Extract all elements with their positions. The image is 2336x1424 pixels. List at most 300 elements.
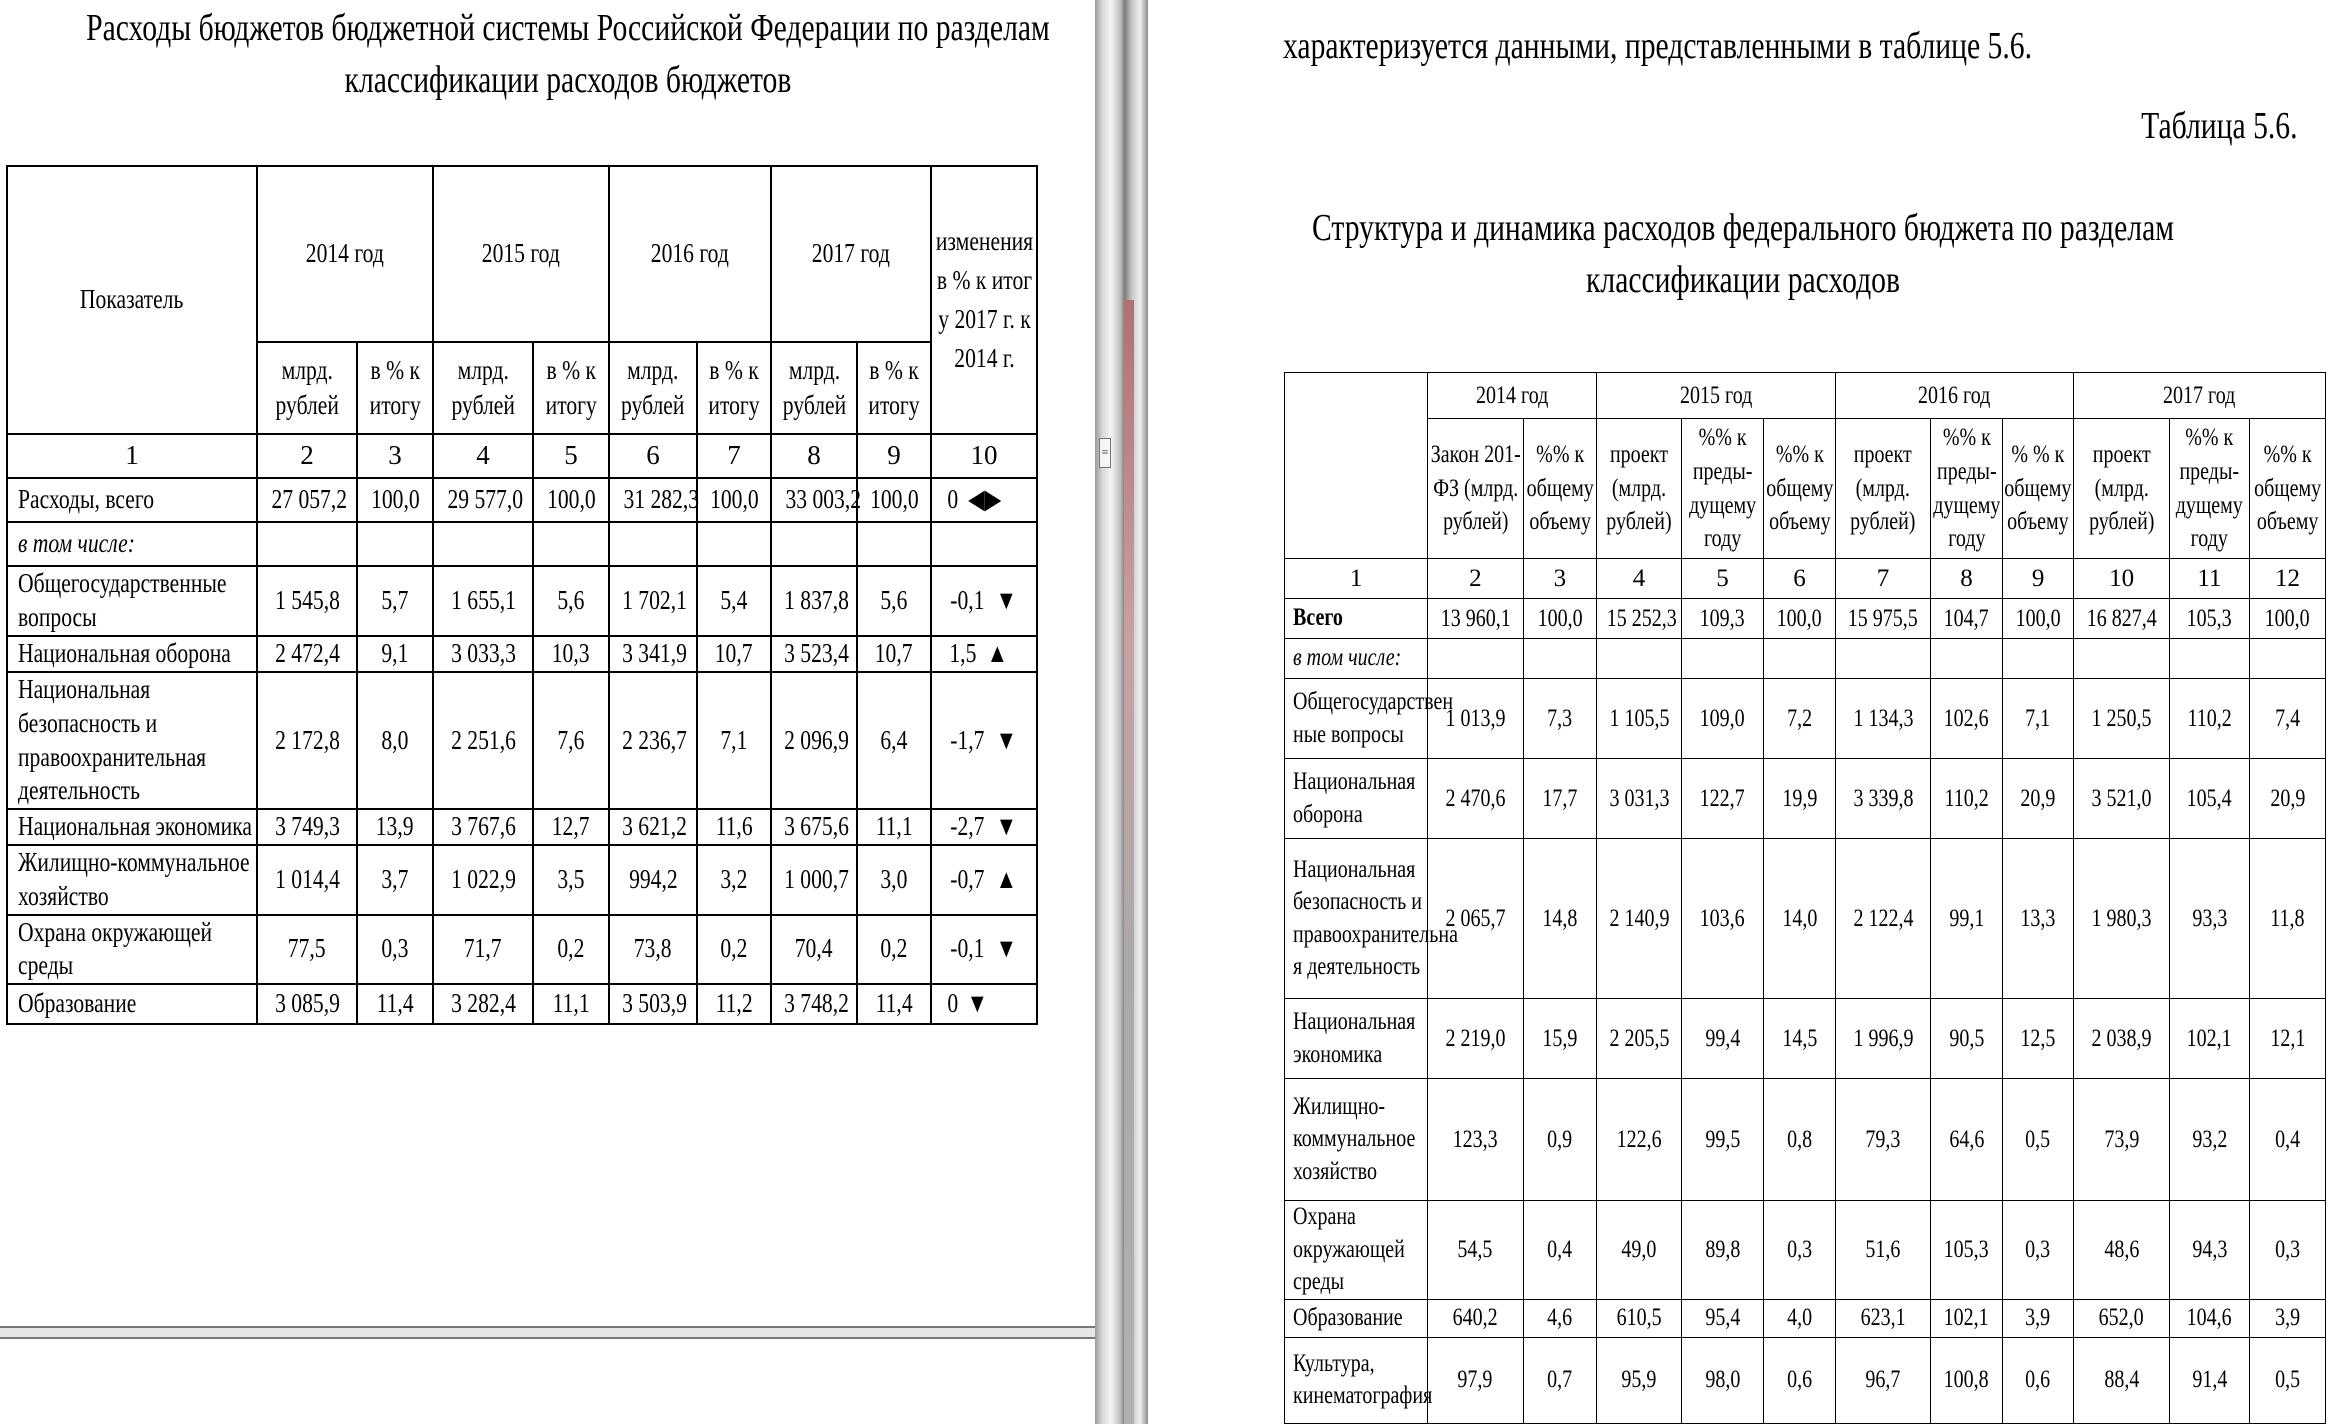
column-number: 1 bbox=[1285, 559, 1428, 599]
table-cell: 994,2 bbox=[609, 845, 697, 915]
arrow-up-icon: ▲ bbox=[995, 863, 1017, 894]
header-subcolumn: %% к преды-дущему году bbox=[1931, 419, 2003, 559]
table-row bbox=[7, 636, 1037, 672]
table-cell: 71,7 bbox=[433, 915, 533, 985]
table-row bbox=[1285, 599, 2326, 639]
arrow-down-icon: ▼ bbox=[995, 933, 1017, 964]
table-row bbox=[1285, 759, 2326, 839]
table-cell bbox=[533, 522, 609, 566]
left-expenses-table bbox=[6, 165, 1038, 1025]
table-cell: 3 748,2 bbox=[771, 984, 857, 1024]
table-cell: 652,0 bbox=[2074, 1299, 2169, 1337]
header-share: в % к итогу bbox=[697, 342, 771, 434]
table-cell: 11,6 bbox=[697, 809, 771, 845]
table-cell: 20,9 bbox=[2250, 759, 2326, 839]
table-cell: 93,2 bbox=[2169, 1079, 2249, 1201]
table-cell: 3,9 bbox=[2250, 1299, 2326, 1337]
column-number: 12 bbox=[2250, 559, 2326, 599]
table-number-label: Таблица 5.6. bbox=[2141, 105, 2298, 147]
right-document-title bbox=[1263, 202, 2222, 306]
table-cell: 1 014,4 bbox=[257, 845, 357, 915]
table-cell: 623,1 bbox=[1835, 1299, 1930, 1337]
table-cell: 123,3 bbox=[1428, 1079, 1523, 1201]
column-number: 9 bbox=[2002, 559, 2074, 599]
table-cell bbox=[2002, 639, 2074, 679]
header-subcolumn: проект (млрд. рублей) bbox=[1835, 419, 1930, 559]
header-amount: млрд. рублей bbox=[257, 342, 357, 434]
table-cell: 103,6 bbox=[1681, 839, 1763, 999]
table-cell: 2 236,7 bbox=[609, 672, 697, 809]
table-cell: 2 065,7 bbox=[1428, 839, 1523, 999]
table-cell: 122,6 bbox=[1597, 1079, 1682, 1201]
table-cell: 105,3 bbox=[1931, 1201, 2003, 1300]
table-cell: 73,8 bbox=[609, 915, 697, 985]
table-cell: 3 523,4 bbox=[771, 636, 857, 672]
table-cell: 96,7 bbox=[1835, 1337, 1930, 1423]
table-row bbox=[7, 809, 1037, 845]
table-cell: 2 038,9 bbox=[2074, 999, 2169, 1079]
table-cell: 1 996,9 bbox=[1835, 999, 1930, 1079]
row-label: Жилищно-коммунальное хозяйство bbox=[7, 845, 257, 915]
table-row bbox=[1285, 999, 2326, 1079]
left-title-text: Расходы бюджетов бюджетной системы Российской Федерации по разделам классификации расходов бюджетов bbox=[86, 7, 1050, 101]
table-cell: 2 251,6 bbox=[433, 672, 533, 809]
table-cell: 0,4 bbox=[2250, 1079, 2326, 1201]
table-cell: 70,4 bbox=[771, 915, 857, 985]
row-label: Национальная оборона bbox=[7, 636, 257, 672]
table-cell: 1 702,1 bbox=[609, 566, 697, 636]
header-subcolumn: Закон 201-ФЗ (млрд. рублей) bbox=[1428, 419, 1523, 559]
table-row bbox=[7, 566, 1037, 636]
change-cell bbox=[931, 478, 1037, 522]
column-number: 5 bbox=[533, 434, 609, 478]
r-header-year-2014: 2014 год bbox=[1428, 373, 1597, 419]
table-cell: 1 022,9 bbox=[433, 845, 533, 915]
table-cell: 109,0 bbox=[1681, 679, 1763, 759]
table-cell: 2 470,6 bbox=[1428, 759, 1523, 839]
table-cell: 104,6 bbox=[2169, 1299, 2249, 1337]
table-cell: 5,6 bbox=[533, 566, 609, 636]
table-cell: 91,4 bbox=[2169, 1337, 2249, 1423]
table-cell: 49,0 bbox=[1597, 1201, 1682, 1300]
header-year-2017: 2017 год bbox=[771, 166, 931, 342]
table-cell: 95,4 bbox=[1681, 1299, 1763, 1337]
change-value: 1,5 bbox=[949, 638, 977, 669]
table-cell: 0,3 bbox=[2002, 1201, 2074, 1300]
table-cell bbox=[433, 522, 533, 566]
table-cell: 0,5 bbox=[2250, 1337, 2326, 1423]
table-cell: 11,8 bbox=[2250, 839, 2326, 999]
table-cell: 99,1 bbox=[1931, 839, 2003, 999]
header-subcolumn: %% к общему объему bbox=[1523, 419, 1597, 559]
table-row bbox=[1285, 639, 2326, 679]
table-cell: 51,6 bbox=[1835, 1201, 1930, 1300]
table-cell: 54,5 bbox=[1428, 1201, 1523, 1300]
change-value: -0,1 bbox=[950, 585, 985, 616]
table-cell: 102,1 bbox=[2169, 999, 2249, 1079]
header-amount: млрд. рублей bbox=[433, 342, 533, 434]
table-cell: 98,0 bbox=[1681, 1337, 1763, 1423]
table-row bbox=[1285, 1201, 2326, 1300]
table-cell: 0,3 bbox=[1764, 1201, 1836, 1300]
header-subcolumn: %% к общему объему bbox=[2250, 419, 2326, 559]
column-number: 5 bbox=[1681, 559, 1763, 599]
table-cell: 7,3 bbox=[1523, 679, 1597, 759]
column-number: 8 bbox=[771, 434, 857, 478]
table-cell: 13,3 bbox=[2002, 839, 2074, 999]
table-cell bbox=[2169, 639, 2249, 679]
change-value: -0,1 bbox=[950, 933, 985, 964]
table-cell bbox=[609, 522, 697, 566]
table-cell: 7,6 bbox=[533, 672, 609, 809]
table-cell: 2 140,9 bbox=[1597, 839, 1682, 999]
table-cell bbox=[1428, 639, 1523, 679]
table-cell: 20,9 bbox=[2002, 759, 2074, 839]
r-header-year-2015: 2015 год bbox=[1597, 373, 1836, 419]
table-row bbox=[7, 478, 1037, 522]
header-amount: млрд. рублей bbox=[771, 342, 857, 434]
table-cell bbox=[1597, 639, 1682, 679]
table-cell: 1 980,3 bbox=[2074, 839, 2169, 999]
table-cell: 94,3 bbox=[2169, 1201, 2249, 1300]
table-cell bbox=[257, 522, 357, 566]
table-row bbox=[7, 915, 1037, 985]
column-number: 10 bbox=[931, 434, 1037, 478]
table-cell: 640,2 bbox=[1428, 1299, 1523, 1337]
table-cell: 1 105,5 bbox=[1597, 679, 1682, 759]
right-federal-budget-table bbox=[1284, 372, 2326, 1424]
column-number: 3 bbox=[357, 434, 433, 478]
row-label: в том числе: bbox=[7, 522, 257, 566]
column-number: 9 bbox=[857, 434, 931, 478]
table-cell bbox=[1931, 639, 2003, 679]
header-subcolumn: % % к общему объему bbox=[2002, 419, 2074, 559]
pane-splitter[interactable] bbox=[1095, 0, 1148, 1424]
table-cell: 0,6 bbox=[2002, 1337, 2074, 1423]
horizontal-scrollbar[interactable] bbox=[0, 1326, 1095, 1339]
table-cell: 1 134,3 bbox=[1835, 679, 1930, 759]
table-cell: 105,4 bbox=[2169, 759, 2249, 839]
table-cell: 102,6 bbox=[1931, 679, 2003, 759]
row-label: Национальная экономика bbox=[7, 809, 257, 845]
table-cell: 2 219,0 bbox=[1428, 999, 1523, 1079]
table-cell bbox=[1764, 639, 1836, 679]
table-cell: 3,0 bbox=[857, 845, 931, 915]
table-cell: 11,4 bbox=[857, 984, 931, 1024]
table-row bbox=[7, 845, 1037, 915]
row-label: Охрана окружающей среды bbox=[7, 915, 257, 985]
table-cell: 15 252,3 bbox=[1597, 599, 1682, 639]
table-cell: 12,5 bbox=[2002, 999, 2074, 1079]
splitter-grip-icon[interactable]: ≡ bbox=[1099, 438, 1111, 468]
right-intro-text: характеризуется данными, представленными в таблице 5.6. bbox=[1283, 25, 2032, 67]
column-number: 2 bbox=[257, 434, 357, 478]
header-subcolumn: проект (млрд. рублей) bbox=[1597, 419, 1682, 559]
header-subcolumn: проект (млрд. рублей) bbox=[2074, 419, 2169, 559]
change-value: -0,7 bbox=[950, 863, 985, 894]
table-cell: 15,9 bbox=[1523, 999, 1597, 1079]
column-number: 3 bbox=[1523, 559, 1597, 599]
table-cell: 0,2 bbox=[533, 915, 609, 985]
vertical-scrollbar-track[interactable] bbox=[1124, 300, 1134, 1424]
table-row bbox=[1285, 839, 2326, 999]
change-value: 0 bbox=[947, 484, 959, 515]
table-cell: 1 545,8 bbox=[257, 566, 357, 636]
column-number: 6 bbox=[609, 434, 697, 478]
header-share: в % к итогу bbox=[533, 342, 609, 434]
table-cell: 7,2 bbox=[1764, 679, 1836, 759]
table-cell: 100,0 bbox=[2250, 599, 2326, 639]
table-cell: 64,6 bbox=[1931, 1079, 2003, 1201]
table-cell: 12,7 bbox=[533, 809, 609, 845]
table-cell bbox=[357, 522, 433, 566]
table-cell: 105,3 bbox=[2169, 599, 2249, 639]
table-cell: 31 282,3 bbox=[609, 478, 697, 522]
table-cell: 29 577,0 bbox=[433, 478, 533, 522]
table-cell: 10,7 bbox=[697, 636, 771, 672]
table-cell: 100,0 bbox=[1523, 599, 1597, 639]
row-label: Образование bbox=[1285, 1299, 1428, 1337]
table-row bbox=[1285, 679, 2326, 759]
row-label: Жилищно-коммунальное хозяйство bbox=[1285, 1079, 1428, 1201]
table-cell: 10,7 bbox=[857, 636, 931, 672]
row-label: Национальная экономика bbox=[1285, 999, 1428, 1079]
column-number: 7 bbox=[1835, 559, 1930, 599]
arrow-down-icon: ▼ bbox=[966, 988, 988, 1019]
left-document-title bbox=[65, 2, 1050, 106]
table-cell: 3,7 bbox=[357, 845, 433, 915]
row-label: Образование bbox=[7, 984, 257, 1024]
table-cell: 7,4 bbox=[2250, 679, 2326, 759]
table-cell: 33 003,2 bbox=[771, 478, 857, 522]
table-cell: 99,5 bbox=[1681, 1079, 1763, 1201]
table-cell bbox=[1523, 639, 1597, 679]
table-cell: 6,4 bbox=[857, 672, 931, 809]
table-row bbox=[7, 984, 1037, 1024]
right-title-text: Структура и динамика расходов федерального бюджета по разделам классификации расходов bbox=[1312, 207, 2174, 301]
table-cell: 2 122,4 bbox=[1835, 839, 1930, 999]
table-cell: 1 000,7 bbox=[771, 845, 857, 915]
table-cell: 1 013,9 bbox=[1428, 679, 1523, 759]
table-cell: 10,3 bbox=[533, 636, 609, 672]
table-cell: 610,5 bbox=[1597, 1299, 1682, 1337]
table-cell: 97,9 bbox=[1428, 1337, 1523, 1423]
table-row bbox=[7, 672, 1037, 809]
change-cell bbox=[931, 636, 1037, 672]
table-cell: 99,4 bbox=[1681, 999, 1763, 1079]
table-cell: 3 767,6 bbox=[433, 809, 533, 845]
table-cell: 0,3 bbox=[357, 915, 433, 985]
table-cell: 3,9 bbox=[2002, 1299, 2074, 1337]
table-row bbox=[1285, 1337, 2326, 1423]
table-cell: 100,8 bbox=[1931, 1337, 2003, 1423]
table-cell: 0,6 bbox=[1764, 1337, 1836, 1423]
table-cell: 27 057,2 bbox=[257, 478, 357, 522]
table-cell: 2 472,4 bbox=[257, 636, 357, 672]
change-value: 0 bbox=[947, 988, 959, 1019]
table-cell: 0,5 bbox=[2002, 1079, 2074, 1201]
table-cell: 89,8 bbox=[1681, 1201, 1763, 1300]
change-cell bbox=[931, 809, 1037, 845]
table-cell: 100,0 bbox=[697, 478, 771, 522]
change-cell bbox=[931, 845, 1037, 915]
arrow-down-icon: ▼ bbox=[995, 811, 1017, 842]
table-cell: 102,1 bbox=[1931, 1299, 2003, 1337]
table-cell: 9,1 bbox=[357, 636, 433, 672]
table-cell: 48,6 bbox=[2074, 1201, 2169, 1300]
column-number: 4 bbox=[433, 434, 533, 478]
table-cell: 109,3 bbox=[1681, 599, 1763, 639]
table-row bbox=[1285, 1079, 2326, 1201]
change-cell bbox=[931, 522, 1037, 566]
table-cell: 16 827,4 bbox=[2074, 599, 2169, 639]
table-cell: 14,8 bbox=[1523, 839, 1597, 999]
table-cell: 100,0 bbox=[533, 478, 609, 522]
arrow-up-icon: ▲ bbox=[986, 638, 1008, 669]
row-label: Национальная оборона bbox=[1285, 759, 1428, 839]
table-cell: 12,1 bbox=[2250, 999, 2326, 1079]
table-cell: 11,4 bbox=[357, 984, 433, 1024]
table-cell: 79,3 bbox=[1835, 1079, 1930, 1201]
column-number: 8 bbox=[1931, 559, 2003, 599]
header-subcolumn: %% к преды-дущему году bbox=[1681, 419, 1763, 559]
change-cell bbox=[931, 672, 1037, 809]
table-cell: 3 675,6 bbox=[771, 809, 857, 845]
table-cell: 5,4 bbox=[697, 566, 771, 636]
table-cell bbox=[771, 522, 857, 566]
table-cell: 17,7 bbox=[1523, 759, 1597, 839]
row-label: Охрана окружающей среды bbox=[1285, 1201, 1428, 1300]
table-cell: 14,5 bbox=[1764, 999, 1836, 1079]
table-cell: 100,0 bbox=[2002, 599, 2074, 639]
table-cell: 3 749,3 bbox=[257, 809, 357, 845]
table-cell bbox=[1835, 639, 1930, 679]
column-number: 6 bbox=[1764, 559, 1836, 599]
column-number: 11 bbox=[2169, 559, 2249, 599]
table-cell: 13 960,1 bbox=[1428, 599, 1523, 639]
table-cell: 2 205,5 bbox=[1597, 999, 1682, 1079]
header-share: в % к итогу bbox=[357, 342, 433, 434]
table-cell: 122,7 bbox=[1681, 759, 1763, 839]
right-document-pane bbox=[1148, 0, 2336, 1424]
row-label: Всего bbox=[1285, 599, 1428, 639]
table-cell: 100,0 bbox=[357, 478, 433, 522]
table-cell: 2 096,9 bbox=[771, 672, 857, 809]
table-cell: 3 031,3 bbox=[1597, 759, 1682, 839]
header-subcolumn: %% к преды-дущему году bbox=[2169, 419, 2249, 559]
column-number: 7 bbox=[697, 434, 771, 478]
table-cell: 13,9 bbox=[357, 809, 433, 845]
row-label: Национальная безопасность и правоохранительная деятельность bbox=[7, 672, 257, 809]
table-cell: 104,7 bbox=[1931, 599, 2003, 639]
table-row bbox=[1285, 1299, 2326, 1337]
column-number: 2 bbox=[1428, 559, 1523, 599]
table-cell: 2 172,8 bbox=[257, 672, 357, 809]
table-cell: 93,3 bbox=[2169, 839, 2249, 999]
column-number: 10 bbox=[2074, 559, 2169, 599]
table-cell: 3 341,9 bbox=[609, 636, 697, 672]
table-cell: 3,2 bbox=[697, 845, 771, 915]
change-cell bbox=[931, 984, 1037, 1024]
table-cell: 1 250,5 bbox=[2074, 679, 2169, 759]
table-cell: 0,4 bbox=[1523, 1201, 1597, 1300]
table-cell: 14,0 bbox=[1764, 839, 1836, 999]
header-year-2015: 2015 год bbox=[433, 166, 609, 342]
row-label: Расходы, всего bbox=[7, 478, 257, 522]
header-change: изменения в % к итогу 2017 г. к 2014 г. bbox=[931, 166, 1037, 434]
table-cell: 0,8 bbox=[1764, 1079, 1836, 1201]
table-cell: 3 085,9 bbox=[257, 984, 357, 1024]
table-cell: 11,1 bbox=[857, 809, 931, 845]
table-cell: 3 282,4 bbox=[433, 984, 533, 1024]
table-cell: 3 339,8 bbox=[1835, 759, 1930, 839]
left-document-pane bbox=[0, 0, 1095, 1424]
table-cell: 8,0 bbox=[357, 672, 433, 809]
header-year-2014: 2014 год bbox=[257, 166, 433, 342]
row-label: Общегосударствен ные вопросы bbox=[1285, 679, 1428, 759]
table-cell: 90,5 bbox=[1931, 999, 2003, 1079]
table-cell: 0,2 bbox=[857, 915, 931, 985]
table-cell: 100,0 bbox=[1764, 599, 1836, 639]
header-blank bbox=[1285, 373, 1428, 559]
column-number: 1 bbox=[7, 434, 257, 478]
table-cell: 1 655,1 bbox=[433, 566, 533, 636]
table-cell: 11,1 bbox=[533, 984, 609, 1024]
header-amount: млрд. рублей bbox=[609, 342, 697, 434]
table-cell: 73,9 bbox=[2074, 1079, 2169, 1201]
change-value: -2,7 bbox=[950, 811, 985, 842]
table-cell: 3 033,3 bbox=[433, 636, 533, 672]
row-label: Общегосударственные вопросы bbox=[7, 566, 257, 636]
table-row bbox=[7, 522, 1037, 566]
r-header-year-2017: 2017 год bbox=[2074, 373, 2326, 419]
column-number: 4 bbox=[1597, 559, 1682, 599]
table-cell: 5,7 bbox=[357, 566, 433, 636]
table-cell: 7,1 bbox=[697, 672, 771, 809]
r-header-year-2016: 2016 год bbox=[1835, 373, 2074, 419]
table-cell: 110,2 bbox=[1931, 759, 2003, 839]
table-cell: 95,9 bbox=[1597, 1337, 1682, 1423]
change-cell bbox=[931, 566, 1037, 636]
table-cell bbox=[857, 522, 931, 566]
arrow-down-icon: ▼ bbox=[995, 724, 1017, 755]
row-label: Культура, кинематография bbox=[1285, 1337, 1428, 1423]
table-cell bbox=[697, 522, 771, 566]
table-cell: 4,6 bbox=[1523, 1299, 1597, 1337]
table-cell: 110,2 bbox=[2169, 679, 2249, 759]
table-cell: 3 621,2 bbox=[609, 809, 697, 845]
table-cell: 0,3 bbox=[2250, 1201, 2326, 1300]
change-value: -1,7 bbox=[950, 724, 985, 755]
row-label: в том числе: bbox=[1285, 639, 1428, 679]
header-subcolumn: %% к общему объему bbox=[1764, 419, 1836, 559]
table-cell: 0,9 bbox=[1523, 1079, 1597, 1201]
header-indicator: Показатель bbox=[7, 166, 257, 434]
table-cell bbox=[2250, 639, 2326, 679]
table-cell: 0,7 bbox=[1523, 1337, 1597, 1423]
table-cell: 3 521,0 bbox=[2074, 759, 2169, 839]
header-share: в % к итогу bbox=[857, 342, 931, 434]
change-cell bbox=[931, 915, 1037, 985]
table-cell: 7,1 bbox=[2002, 679, 2074, 759]
header-year-2016: 2016 год bbox=[609, 166, 771, 342]
table-cell: 100,0 bbox=[857, 478, 931, 522]
table-cell: 4,0 bbox=[1764, 1299, 1836, 1337]
arrow-left-right-icon: ◀▶ bbox=[967, 484, 1001, 515]
table-cell bbox=[1681, 639, 1763, 679]
table-cell: 19,9 bbox=[1764, 759, 1836, 839]
table-cell: 15 975,5 bbox=[1835, 599, 1930, 639]
